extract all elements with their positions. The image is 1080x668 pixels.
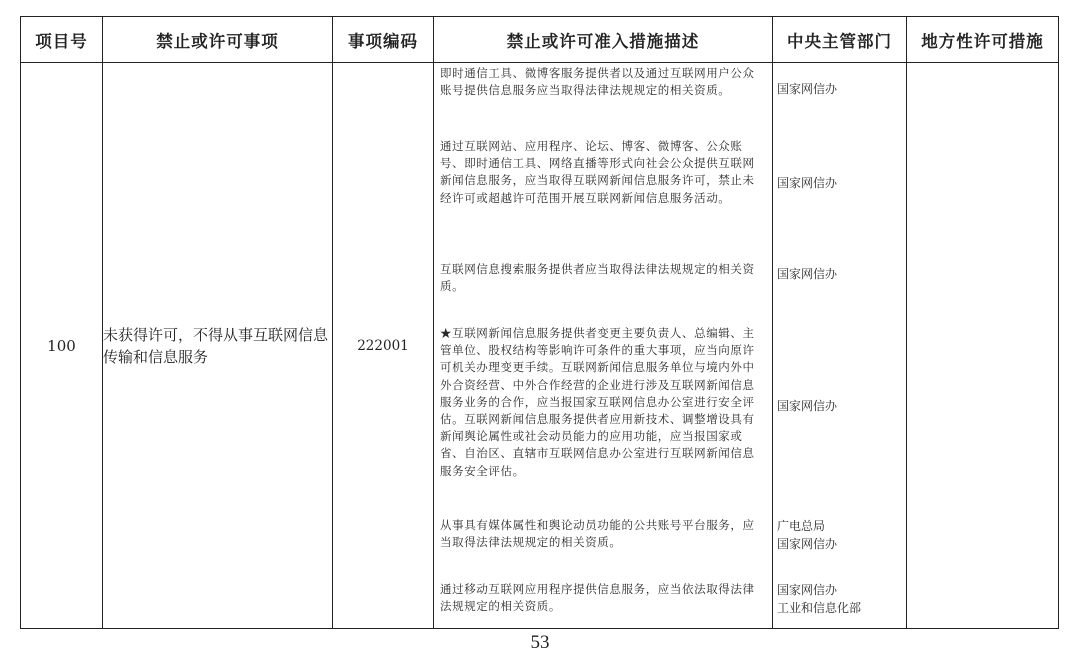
measure-description: 通过移动互联网应用程序提供信息服务，应当依法取得法律法规规定的相关资质。 (440, 582, 755, 614)
department: 国家网信办 (777, 583, 838, 597)
measure-description: 即时通信工具、微博客服务提供者以及通过互联网用户公众账号提供信息服务应当取得法律法规规定的相关资质。 (440, 66, 755, 98)
header-item-code: 事项编码 (333, 17, 434, 63)
item-code: 222001 (333, 63, 434, 629)
measure-description: 从事具有媒体属性和舆论动员功能的公共账号平台服务，应当取得法律法规规定的相关资质。 (440, 518, 755, 550)
header-item-name: 禁止或许可事项 (103, 17, 333, 63)
measure-descriptions (434, 63, 773, 629)
header-central-department: 中央主管部门 (773, 17, 907, 63)
local-measures (907, 63, 1059, 629)
department: 广电总局 (777, 519, 826, 533)
measure-description: 互联网信息搜索服务提供者应当取得法律法规规定的相关资质。 (440, 262, 755, 294)
header-item-no: 项目号 (21, 17, 103, 63)
item-name: 未获得许可，不得从事互联网信息传输和信息服务 (103, 63, 333, 629)
header-local-measures: 地方性许可措施 (907, 17, 1059, 63)
item-number: 100 (21, 63, 103, 629)
permit-table (20, 16, 1059, 629)
measure-description: 通过互联网站、应用程序、论坛、博客、微博客、公众账号、即时通信工具、网络直播等形式向社会公众提供互联网新闻信息服务，应当取得互联网新闻信息服务许可，禁止未经许可或超越许可范围开展互联网新闻信息服务活动。 (440, 139, 755, 205)
department: 工业和信息化部 (777, 601, 862, 615)
department: 国家网信办 (777, 82, 838, 96)
department: 国家网信办 (777, 176, 838, 190)
table-row (21, 63, 1059, 629)
central-departments (773, 63, 907, 629)
measure-description: ★互联网新闻信息服务提供者变更主要负责人、总编辑、主管单位、股权结构等影响许可条件的重大事项，应当向原许可机关办理变更手续。互联网新闻信息服务单位与境内外中外合资经营、中外合作经营的企业进行涉及互联网新闻信息服务业务的合作，应当报国家互联网信息办公室进行安全评估。互联网新闻信息服务提供者应用新技术、调整增设具有新闻舆论属性或社会动员能力的应用功能，应当报国家或省、自治区、直辖市互联网信息办公室进行互联网新闻信息服务安全评估。 (440, 326, 755, 478)
department: 国家网信办 (777, 267, 838, 281)
department: 国家网信办 (777, 399, 838, 413)
table-header-row (21, 17, 1059, 63)
department: 国家网信办 (777, 537, 838, 551)
header-measure-description: 禁止或许可准入措施描述 (434, 17, 773, 63)
page-number: 53 (530, 632, 550, 653)
